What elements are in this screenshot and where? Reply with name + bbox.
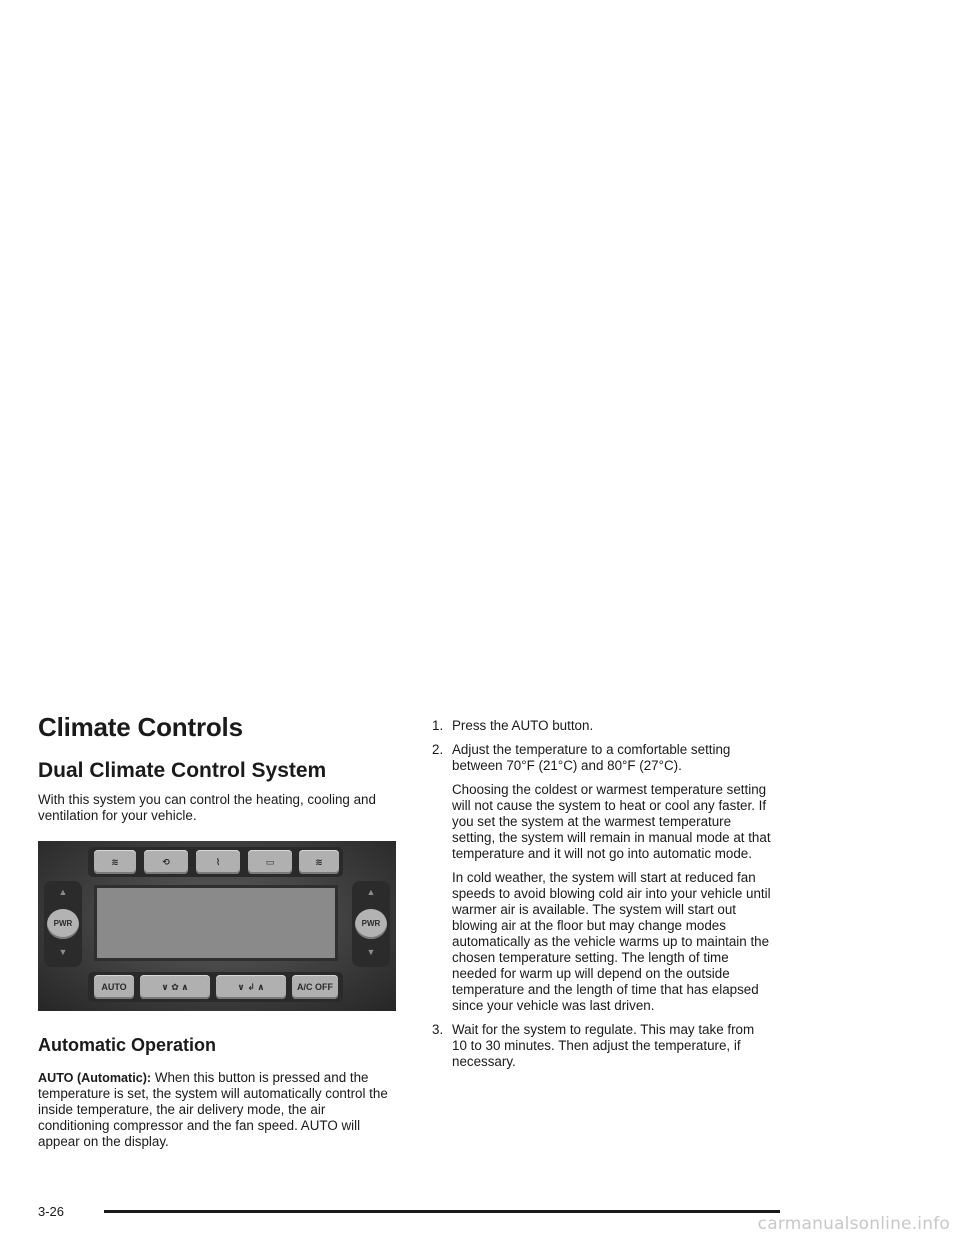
- step-note: In cold weather, the system will start at reduced fan speeds to avoid blowing cold air into your vehicle until warmer air is available. The system will start out blowing air at the floor but may change modes automatically as the vehicle warms up to maintain the chosen temperature setting. The length of time needed for warm up will depend on the outside temperature and the length of time that has elapsed since your vehicle was last driven.: [452, 870, 771, 1013]
- temp-down-arrow-icon: ▼: [58, 947, 68, 957]
- passenger-temp-control: [352, 881, 390, 967]
- list-item: [432, 1022, 772, 1070]
- seat-heater-right-icon: ≋: [299, 850, 339, 874]
- step-text: Adjust the temperature to a comfortable setting between 70°F (21°C) and 80°F (27°C).: [452, 742, 731, 773]
- automatic-operation-heading: Automatic Operation: [38, 1035, 217, 1055]
- seat-heater-left-icon: ≋: [94, 850, 136, 874]
- list-item: [432, 742, 772, 1014]
- temp-up-arrow-icon: ▲: [58, 887, 68, 897]
- auto-description-text: When this button is pressed and the temperature is set, the system will automatically control the inside temperature, the air delivery mode, the air conditioning compressor and the fan speed. AUTO will appear on the display.: [38, 1070, 388, 1149]
- section-title: Climate Controls: [38, 712, 243, 742]
- watermark: carmanualsonline.info: [757, 1214, 950, 1234]
- climate-display-screen: [94, 885, 338, 961]
- front-defrost-icon: ⌇: [196, 850, 240, 874]
- step-text: Press the AUTO button.: [452, 718, 594, 733]
- footer-divider: [104, 1210, 780, 1213]
- auto-description: [38, 1070, 400, 1150]
- intro-paragraph: With this system you can control the heating, cooling and ventilation for your vehicle.: [38, 792, 376, 823]
- temp-up-arrow-icon: ▲: [366, 887, 376, 897]
- panel-bottom-button-row: [88, 972, 343, 1002]
- section-subtitle: Dual Climate Control System: [38, 759, 327, 782]
- driver-temp-control: [44, 881, 82, 967]
- step-note: Choosing the coldest or warmest temperature setting will not cause the system to heat or cool any faster. If you set the system at the warmest temperature setting, the system will remain in manual mode at that temperature and it will not go into automatic mode.: [452, 782, 771, 861]
- page-number: 3-26: [38, 1204, 65, 1219]
- auto-button: AUTO: [94, 975, 134, 999]
- temp-down-arrow-icon: ▼: [366, 947, 376, 957]
- steps-list: [432, 718, 772, 1070]
- step-number: 3.: [432, 1022, 444, 1037]
- step-text: Wait for the system to regulate. This may take from 10 to 30 minutes. Then adjust the temperature, if necessary.: [452, 1022, 755, 1069]
- ac-off-button: A/C OFF: [292, 975, 338, 999]
- rear-defrost-icon: ▭: [248, 850, 292, 874]
- power-knob-right: PWR: [355, 909, 387, 939]
- power-knob-left: PWR: [47, 909, 79, 939]
- step-number: 1.: [432, 718, 444, 733]
- step-number: 2.: [432, 742, 444, 757]
- recirculation-icon: ⟲: [144, 850, 188, 874]
- list-item: [432, 718, 772, 734]
- right-column: [432, 718, 772, 1078]
- left-column: [38, 712, 400, 1150]
- climate-control-panel-image: [38, 841, 396, 1011]
- air-mode-icon: ∨ ↲ ∧: [216, 975, 286, 999]
- panel-top-button-row: [88, 847, 343, 877]
- fan-speed-icon: ∨ ✿ ∧: [140, 975, 210, 999]
- auto-term: AUTO (Automatic):: [38, 1071, 152, 1085]
